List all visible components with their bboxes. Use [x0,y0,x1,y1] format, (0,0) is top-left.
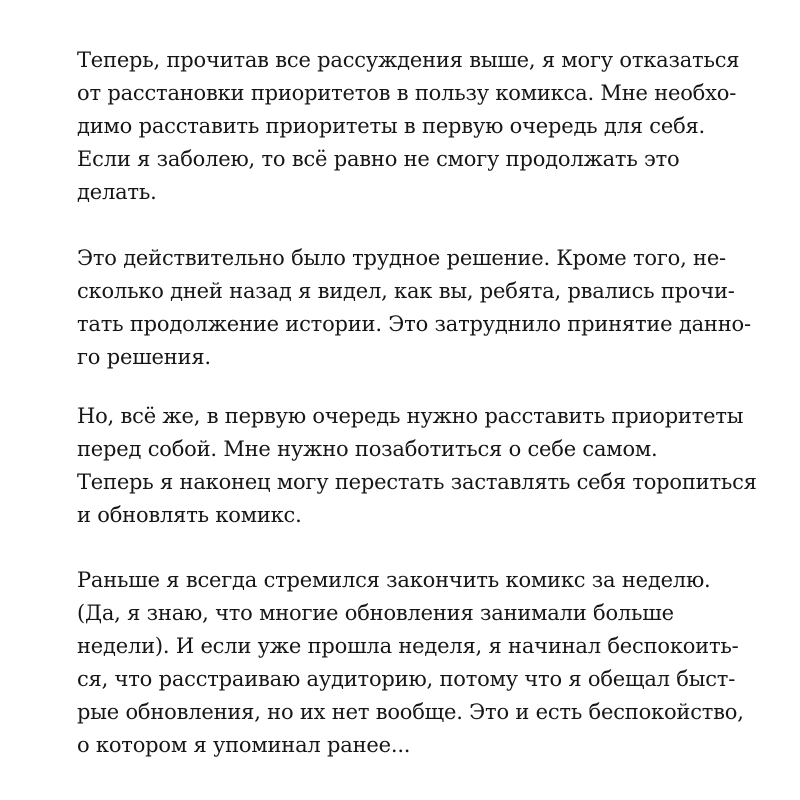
text-line: о котором я упоминал ранее... [77,733,411,757]
text-line: Если я заболею, то всё равно не смогу продолжать это [77,147,680,171]
text-line: Но, всё же, в первую очередь нужно расставить приоритеты [77,404,744,428]
text-line: Теперь я наконец могу перестать заставлять себя торопиться [77,470,757,494]
text-line: перед собой. Мне нужно позаботиться о себе самом. [77,437,658,461]
text-line: димо расставить приоритеты в первую очередь для себя. [77,114,706,138]
text-line: го решения. [77,345,211,369]
paragraph-4 [77,564,777,762]
text-line: рые обновления, но их нет вообще. Это и есть беспокойство, [77,700,744,724]
paragraph-2 [77,242,777,374]
text-line: делать. [77,180,157,204]
text-line: Теперь, прочитав все рассуждения выше, я могу отказаться [77,48,740,72]
text-line: тать продолжение истории. Это затруднило принятие данно- [77,312,751,336]
text-line: (Да, я знаю, что многие обновления занимали больше [77,601,674,625]
paragraph-3 [77,400,777,532]
text-line: Раньше я всегда стремился закончить комикс за неделю. [77,568,711,592]
text-line: Это действительно было трудное решение. Кроме того, не- [77,246,726,270]
paragraph-1 [77,44,777,209]
text-line: и обновлять комикс. [77,503,302,527]
text-line: сколько дней назад я видел, как вы, ребята, рвались прочи- [77,279,735,303]
text-line: недели). И если уже прошла неделя, я начинал беспокоить- [77,634,739,658]
text-line: от расстановки приоритетов в пользу комикса. Мне необхо- [77,81,737,105]
text-line: ся, что расстраиваю аудиторию, потому что я обещал быст- [77,667,736,691]
